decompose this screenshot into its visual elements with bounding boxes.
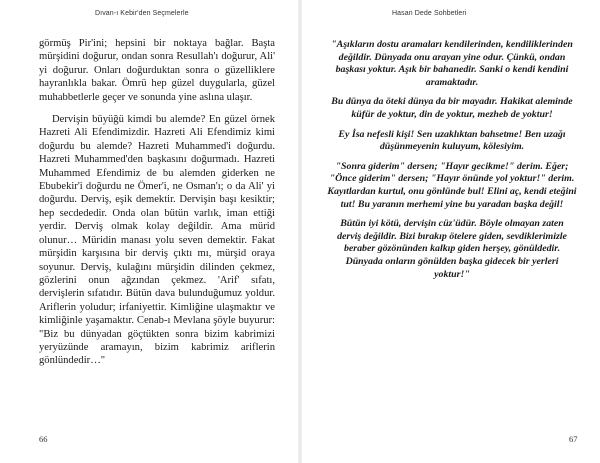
left-page-body [39, 37, 275, 368]
body-paragraph: görmüş Pir'ini; hepsini bir noktaya bağlar. Başta mürşidini doğurur, ondan sonra Resullah'ı doğurur, Ali' yi doğurur. Onları doğurduktan sonra o güzelliklere hayranlıkla bakar. Ömrü hep güzel duygularla, güzel muhabbetlerle geçer ve sonunda yine aslına ulaşır. [39, 38, 275, 103]
quote-paragraph: Bu dünya da öteki dünya da bir mayadır. Hakikat aleminde küfür de yoktur, din de yoktur, mezheb de yoktur! [331, 96, 573, 120]
right-page [300, 0, 600, 463]
running-head-left: Dıvan-ı Kebir'den Seçmelerle [95, 10, 189, 17]
quote-paragraph: Ey İsa nefesli kişi! Sen uzaklıktan bahsetme! Ben uzağı düşünmeyenin kuluyum, kölesiyim. [338, 128, 566, 153]
right-page-quotes [327, 39, 577, 288]
page-number-right: 67 [569, 434, 578, 444]
quote-paragraph: "Aşıkların dostu aramaları kendilerinden, kendiliklerinden değildir. Dünyada onu arayan yine odur. Çünkü, ondan başkası yoktur. Aşık bir bahanedir. Sanki o kendi kendini aramaktadır. [331, 39, 573, 88]
quote-paragraph: Bütün iyi kötü, dervişin cüz'üdür. Böyle olmayan zaten derviş değildir. Bizi bırakıp ötelere giden, sevdiklerimizle beraber gözönünden kalkıp giden herşey, gönüldedir. Dünyada onların gönülden başka gidecek bir yerleri yoktur!" [337, 218, 567, 280]
running-head-right: Hasan Dede Sohbetleri [392, 10, 467, 17]
page-number-left: 66 [39, 434, 48, 444]
paragraph-spacer [39, 104, 275, 113]
quote-paragraph: "Sonra giderim" dersen; "Hayır gecikme!" derim. Eğer; "Önce giderim" dersen; "Hayır önünde yol yoktur!" derim. Kayıtlardan kurtul, onu gönlünde bul! Elini aç, kendi eteğini tut! Bu yaranın merhemi yine bu yaradan başka değil! [327, 160, 577, 210]
body-paragraph: Dervişin büyüğü kimdi bu alemde? En güzel örnek Hazreti Ali Efendimizdir. Hazreti Ali Efendimiz kimi doğurdu bu alemde? Hazreti Muhammed'i doğurdu. Hazreti Muhammed'den başkasını doğurmadı. Hazreti Muhammed Efendimiz de bu alemden giderken ne Ebubekir'i doğurdu ne Ömer'i, ne Osman'ı; o da Ali' yi doğurdu. Derviş, eşik demektir. Dervişin başı kesiktir; hep secdededir. Onda olan bütün varlık, iman ettiği yerdir. Derviş olmak kolay değildir. Ama mürid olunur… Müridin manası yolu seven demektir. Fakat mürşidin karşısına bir derviş çıktı mı, mürşid oraya soyunur. Derviş, kulağını mürşidin dilinden çekmez, gözlerini onun ağzından çekmez. 'Arif' sıfatı, dervişlerin sıfatıdır. Bütün dava bulunduğumuz yoldur. Ariflerin yoludur; irfaniyettir. Kimliğine ulaşmaktır ve kimliğinle yaşamaktır. Cenab-ı Mevlana şöyle buyurur: "Biz bu dünyadan göçtükten sonra bizim kabrimizi yeryüzünde aramayın, bizim kabrimiz ariflerin gönlündedir…" [39, 114, 275, 367]
